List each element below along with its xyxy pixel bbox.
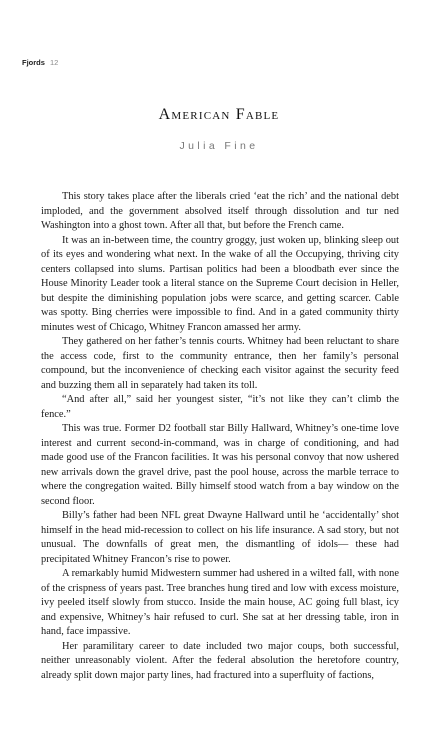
story-title: American Fable xyxy=(158,106,280,123)
page-number: 12 xyxy=(50,58,59,67)
journal-name: Fjords xyxy=(22,58,45,67)
running-head xyxy=(22,58,58,67)
paragraph: It was an in-between time, the country groggy, just woken up, blinking sleep out of its eyes and wondering what next. In the wake of all the Occupying, thriving city centers collapsed into slums. Partisan politics had been a bloodbath ever since the House Minority Leader took a literal stance on the Supreme Court decision in Heller, but despite the diminishing population jobs were scarce, and getting scarcer. Cable was spotty. Bing cherries were impossible to find. And in a gated community thirty minutes west of Chicago, Whitney Francon amassed her army. xyxy=(41,234,399,333)
paragraph: A remarkably humid Midwestern summer had ushered in a wilted fall, with none of the crispness of years past. Tree branches hung tired and low with excess moisture, ivy peeled itself slowly from stucco. Inside the main house, AC going full blast, icy and expensive, Whitney’s hair refused to curl. She sat at her dressing table, iron in hand, face impassive. xyxy=(41,568,399,637)
story-body xyxy=(41,190,399,683)
paragraph: “And after all,” said her youngest sister, “it’s not like they can’t climb the fence.” xyxy=(41,394,399,420)
paragraph: This story takes place after the liberals cried ‘eat the rich’ and the national debt imploded, and the government absolved itself through dissolution and tur ned Washington into a ghost town. After all that, but before the French came. xyxy=(41,191,399,231)
paragraph: Billy’s father had been NFL great Dwayne Hallward until he ‘accidentally’ shot himself in the head mid-recession to collect on his life insurance. A sad story, but not unusual. The downfalls of great men, the dismantling of idols— these had precipitated Whitney Francon’s rise to power. xyxy=(41,510,399,565)
story-author: Julia Fine xyxy=(179,140,259,152)
paragraph: They gathered on her father’s tennis courts. Whitney had been reluctant to share the access code, first to the community entrance, then her family’s personal compound, but the inconvenience of checking each visitor against the security feed and buzzing them all in separately had taken its toll. xyxy=(41,336,399,391)
paragraph: Her paramilitary career to date included two major coups, both successful, neither unreasonably violent. After the federal absolution the heretofore country, already split down major party lines, had fractured into a superfluity of factions, xyxy=(41,640,399,681)
paragraph: This was true. Former D2 football star Billy Hallward, Whitney’s one-time love interest and current second-in-command, was in charge of conditioning, and had made good use of the Francon facilities. It was his personal convoy that now ushered new arrivals down the gravel drive, past the pool house, across the marble terrace to where the congregation waited. Billy himself stood watch from a bay window on the second floor. xyxy=(41,423,399,507)
